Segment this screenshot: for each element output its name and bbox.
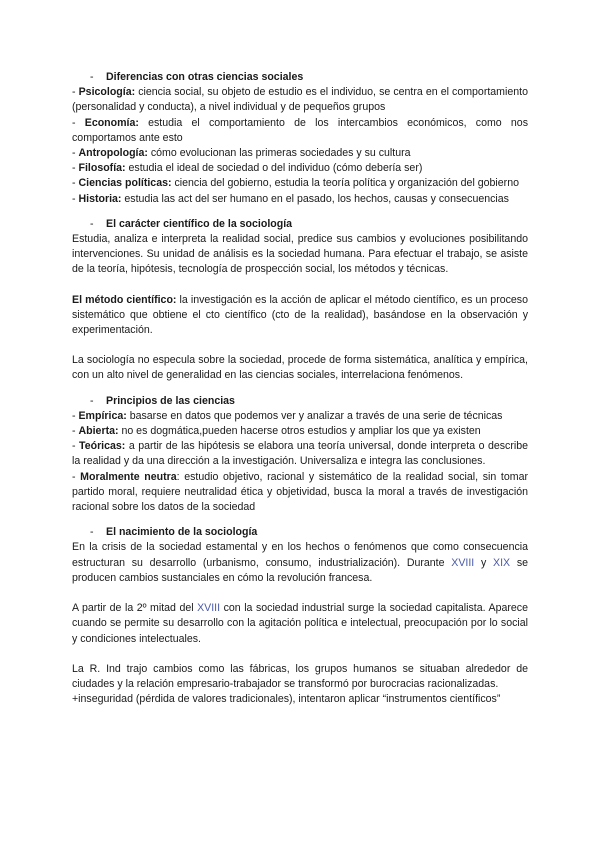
section-heading-diferencias: - Diferencias con otras ciencias sociales: [90, 71, 304, 83]
list-item: - Empírica: basarse en datos que podemos ver y analizar a través de una serie de técnicas: [72, 409, 503, 422]
paragraph: Estudia, analiza e interpreta la realidad social, predice sus cambios y evoluciones posibilitando intervenciones. Su unidad de análisis es la sociedad humana. Para efectuar el trabajo, se asiste de la teoría, hipótesis, tecnología de prospección social, los métodos y técnicas.: [72, 233, 528, 276]
document-page: [72, 68, 528, 707]
list-item: - Antropología: cómo evolucionan las primeras sociedades y su cultura: [72, 147, 411, 160]
paragraph: La sociología no especula sobre la sociedad, procede de forma sistemática, analítica y empírica, con un alto nivel de generalidad en las ciencias sociales, interrelaciona fenómenos.: [72, 354, 528, 382]
list-item: - Abierta: no es dogmática,pueden hacerse otros estudios y ampliar los que ya existen: [72, 425, 481, 438]
section-heading-caracter: - El carácter científico de la sociología: [90, 217, 293, 230]
list-item: - Historia: estudia las act del ser humano en el pasado, los hechos, causas y consecuencias: [72, 192, 509, 205]
list-item: - Teóricas: a partir de las hipótesis se elabora una teoría universal, donde interpreta o describe la realidad y da una dirección a la investigación. Universaliza e integra las conclusiones.: [72, 440, 528, 468]
list-item: - Moralmente neutra: estudio objetivo, racional y sistemático de la realidad social, sin tomar partido moral, requiere neutralidad ética y objetividad, busca la moral a través de investigación racional sobre los datos de la sociedad: [72, 470, 528, 514]
paragraph: +inseguridad (pérdida de valores tradicionales), intentaron aplicar “instrumentos científicos”: [72, 693, 501, 706]
list-item: - Ciencias políticas: ciencia del gobierno, estudia la teoría política y organización del gobierno: [72, 177, 519, 190]
paragraph-metodo: El método científico: la investigación es la acción de aplicar el método científico, es un proceso sistemático que obtiene el cto científico (cto de la realidad), basándose en la observación y experimentación.: [72, 293, 528, 337]
paragraph: La R. Ind trajo cambios como las fábricas, los grupos humanos se situaban alrededor de ciudades y la relación empresario-trabajador se transformó por burocracias racionalizadas.: [72, 662, 528, 690]
paragraph: En la crisis de la sociedad estamental y en los hechos o fenómenos que como consecuencia estructuran su desarrollo (urbanismo, consumo, industrialización). Durante XVIII y XIX se producen cambios sustanciales en cómo la revolución francesa.: [72, 541, 529, 584]
paragraph: A partir de la 2º mitad del XVIII con la sociedad industrial surge la sociedad capitalista. Aparece cuando se permite su desarrollo con la agitación política e intelectual, preocupación por lo social y condiciones intelectuales.: [72, 602, 528, 645]
list-item: - Psicología: ciencia social, su objeto de estudio es el individuo, se centra en el comportamiento (personalidad y conducta), a nivel individual y de pequeños grupos: [72, 86, 528, 114]
list-item: - Filosofía: estudia el ideal de sociedad o del individuo (cómo debería ser): [72, 162, 423, 175]
section-heading-nacimiento: - El nacimiento de la sociología: [90, 526, 258, 539]
list-item: - Economía: estudia el comportamiento de los intercambios económicos, como nos comportamos ante esto: [72, 116, 528, 144]
section-heading-principios: - Principios de las ciencias: [90, 394, 235, 407]
